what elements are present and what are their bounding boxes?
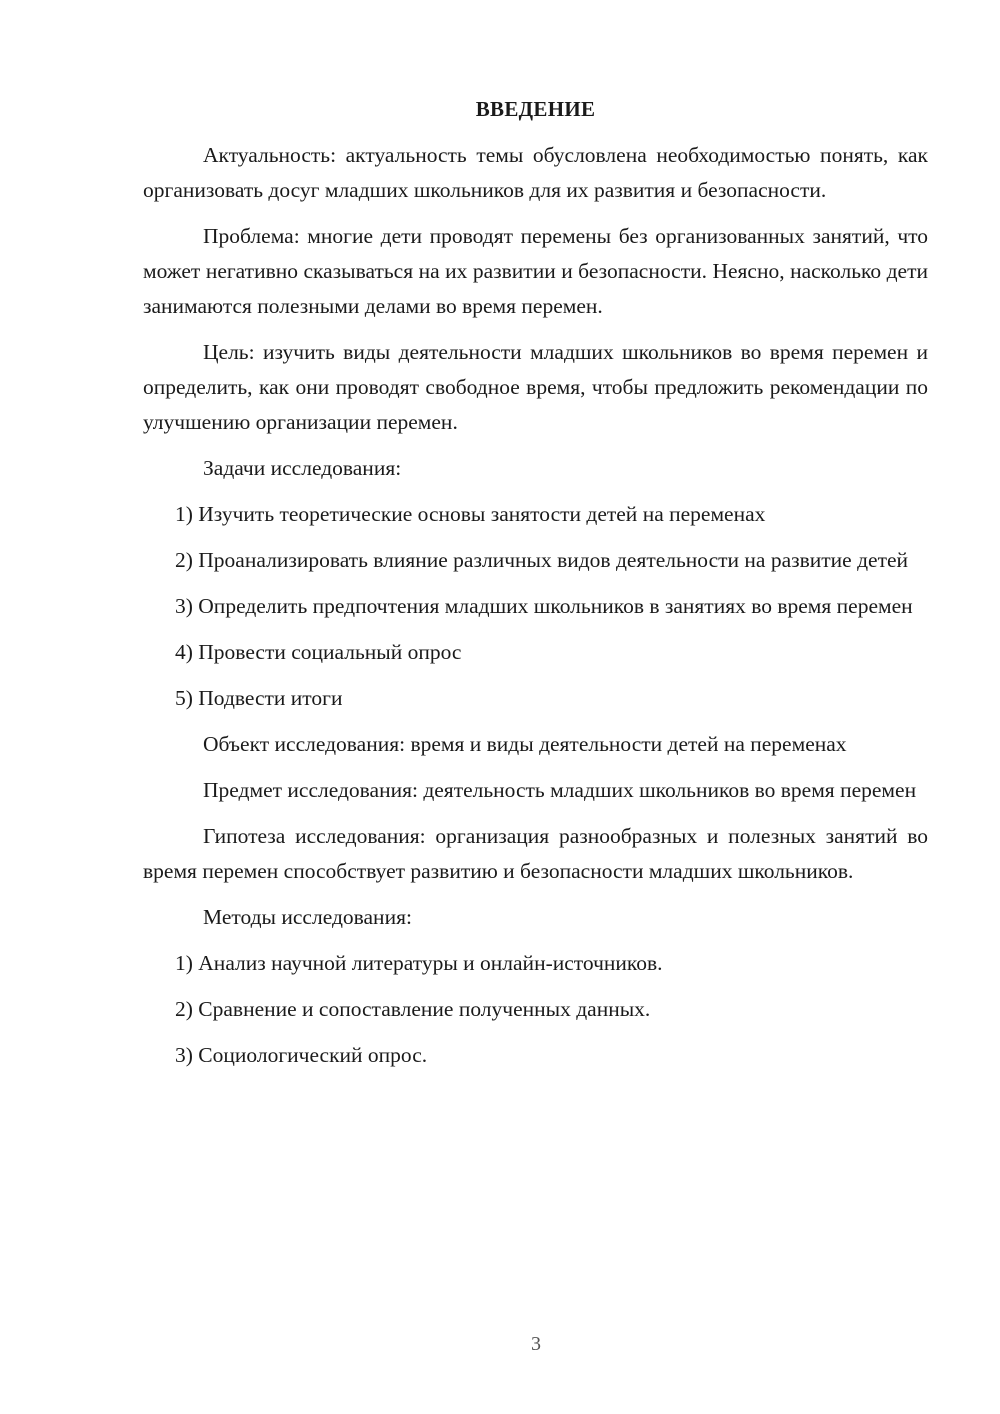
problem-paragraph: Проблема: многие дети проводят перемены без организованных занятий, что может негативно сказываться на их развитии и безопасности. Неясно, насколько дети занимаются полезными делами во время перемен. [143,224,928,318]
task-item-4: 4) Провести социальный опрос [175,640,462,664]
tasks-heading: Задачи исследования: [203,456,402,480]
object-paragraph: Объект исследования: время и виды деятельности детей на переменах [203,732,847,756]
method-item-2: 2) Сравнение и сопоставление полученных данных. [175,997,651,1021]
method-item-3: 3) Социологический опрос. [175,1043,428,1067]
methods-heading: Методы исследования: [203,905,412,929]
page-number: 3 [531,1333,541,1355]
hypothesis-paragraph: Гипотеза исследования: организация разнообразных и полезных занятий во время перемен способствует развитию и безопасности младших школьников. [143,824,928,883]
subject-paragraph: Предмет исследования: деятельность младших школьников во время перемен [203,778,917,802]
task-item-2: 2) Проанализировать влияние различных видов деятельности на развитие детей [175,548,909,572]
section-title: ВВЕДЕНИЕ [475,97,596,121]
task-item-5: 5) Подвести итоги [175,686,343,710]
document-page [143,92,928,1084]
task-item-3: 3) Определить предпочтения младших школьников в занятиях во время перемен [175,594,913,618]
relevance-paragraph: Актуальность: актуальность темы обусловлена необходимостью понять, как организовать досуг младших школьников для их развития и безопасности. [143,143,928,202]
method-item-1: 1) Анализ научной литературы и онлайн-источников. [175,951,663,975]
task-item-1: 1) Изучить теоретические основы занятости детей на переменах [175,502,766,526]
goal-paragraph: Цель: изучить виды деятельности младших школьников во время перемен и определить, как они проводят свободное время, чтобы предложить рекомендации по улучшению организации перемен. [143,340,928,434]
